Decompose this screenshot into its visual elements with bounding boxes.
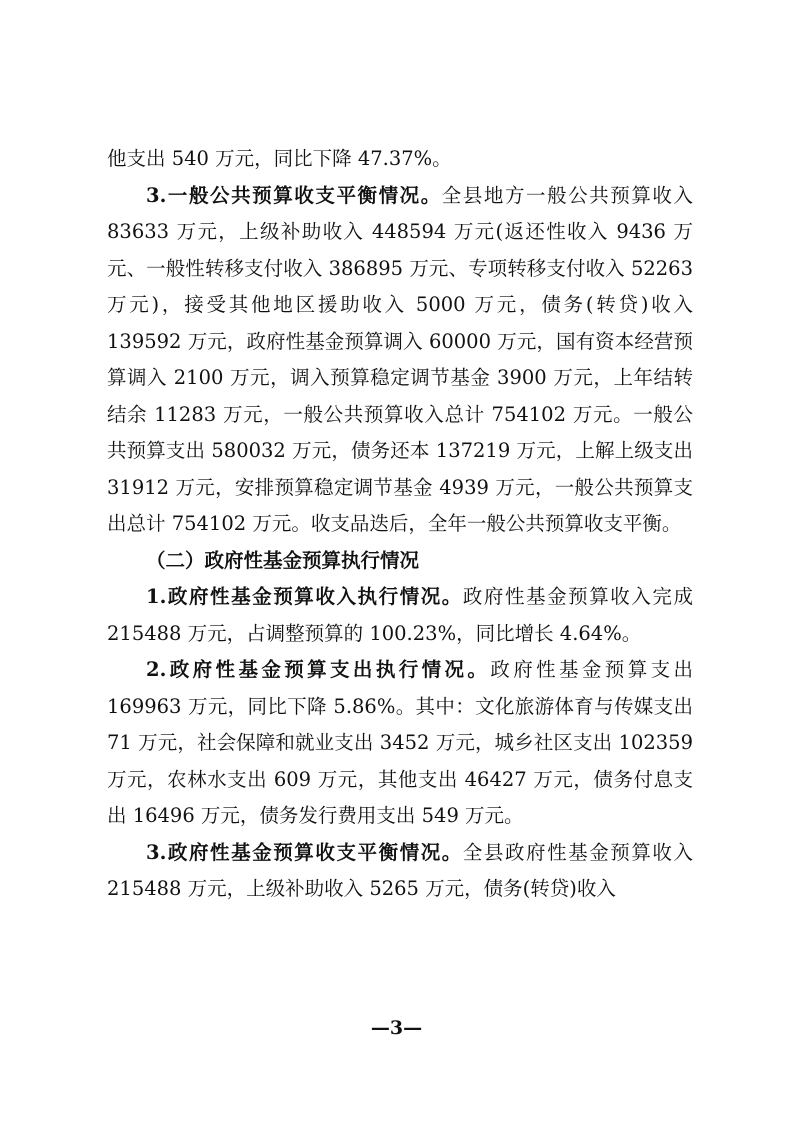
paragraph-fund-expenditure bbox=[107, 652, 693, 835]
paragraph-general-budget-balance bbox=[107, 178, 693, 543]
paragraph-text: 全县地方一般公共预算收入 83633 万元，上级补助收入 448594 万元(返还性收入 9436 万元、一般性转移支付收入 386895 万元、专项转移支付收入 52263 万元)，接受其他地区援助收入 5000 万元，债务(转贷)收入 139592 万元，政府性基金预算调入 60000 万元，国有资本经营预算调入 2100 万元，调入预算稳定调节基金 3900 万元，上年结转结余 11283 万元，一般公共预算收入总计 754102 万元。一般公共预算支出 580032 万元，债务还本 137219 万元，上解上级支出 31912 万元，安排预算稳定调节基金 4939 万元，一般公共预算支出总计 754102 万元。收支品迭后，全年一般公共预算收支平衡。 bbox=[107, 183, 693, 535]
paragraph-text: 他支出 540 万元，同比下降 47.37%。 bbox=[107, 147, 452, 170]
paragraph-fund-revenue bbox=[107, 579, 693, 652]
paragraph-heading: 1.政府性基金预算收入执行情况。 bbox=[146, 585, 463, 608]
paragraph-text: 全县政府性基金预算收入 215488 万元，上级补助收入 5265 万元，债务(转贷)收入 bbox=[107, 840, 693, 900]
paragraph-heading: 3.政府性基金预算收支平衡情况。 bbox=[146, 840, 463, 864]
page-number: —3— bbox=[370, 1017, 423, 1039]
section-heading bbox=[107, 543, 693, 580]
paragraph-heading: 3.一般公共预算收支平衡情况。 bbox=[146, 183, 442, 207]
paragraph-text: 政府性基金预算支出 169963 万元，同比下降 5.86%。其中：文化旅游体育与传媒支出 71 万元，社会保障和就业支出 3452 万元，城乡社区支出 102359 万元，农林水支出 609 万元，其他支出 46427 万元，债务付息支出 16496 万元，债务发行费用支出 549 万元。 bbox=[107, 658, 693, 827]
body-text bbox=[107, 141, 693, 908]
paragraph-fund-balance bbox=[107, 835, 693, 908]
section-title: （二）政府性基金预算执行情况 bbox=[146, 548, 420, 572]
paragraph-continuation bbox=[107, 141, 693, 178]
paragraph-text: 政府性基金预算收入完成 215488 万元，占调整预算的 100.23%，同比增长 4.64%。 bbox=[107, 585, 693, 645]
paragraph-heading: 2.政府性基金预算支出执行情况。 bbox=[146, 658, 491, 681]
